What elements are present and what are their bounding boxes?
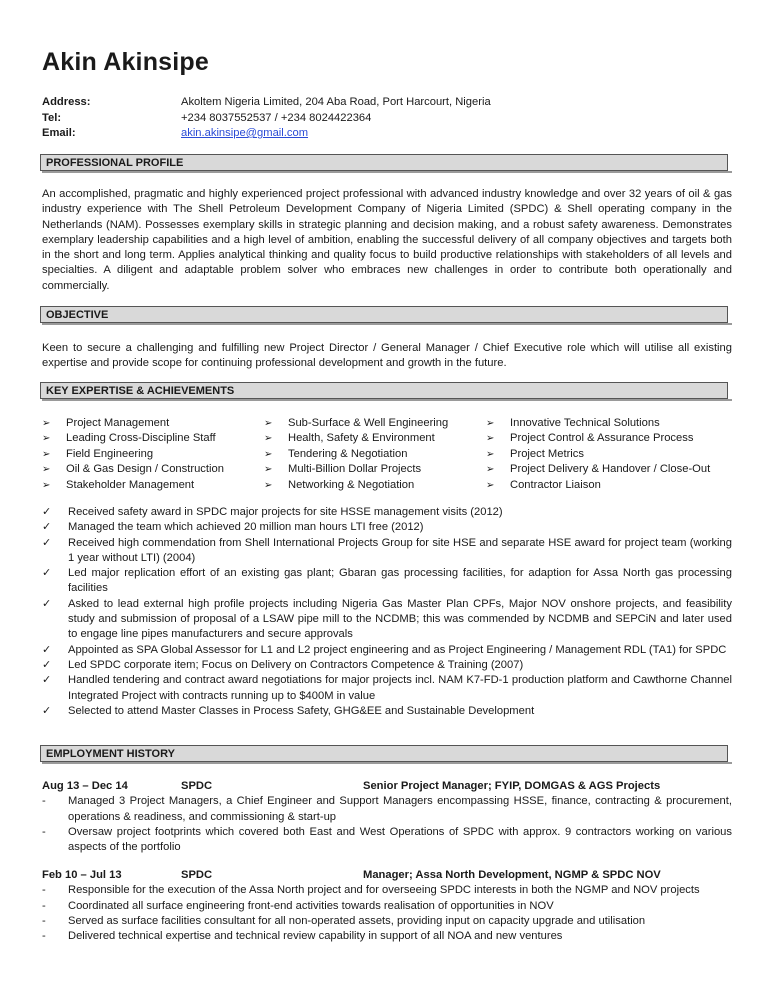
job-bullet	[42, 899, 732, 914]
skill-item	[42, 431, 264, 446]
address-label: Address:	[42, 96, 91, 108]
arrow-bullet-icon: ➢	[264, 464, 273, 476]
arrow-bullet-icon: ➢	[486, 433, 495, 445]
checkmark-icon: ✓	[42, 674, 52, 687]
job-header	[42, 779, 732, 794]
achievement-text: Asked to lead external high profile projects including Nigeria Gas Master Plan CPFs, Major NOV onshore projects, and feasibility study and submission of proposal of a LSAW pipe mill to the NCDMB; this was commended by NCDMB and SEPCiN and later used to engage line pipes manufacturers and secure approvals	[68, 597, 732, 641]
job-bullet	[42, 825, 732, 856]
checkmark-icon: ✓	[42, 567, 52, 580]
achievement-text: Led major replication effort of an existing gas plant; Gbaran gas processing facilities, for adaption for Assa North gas processing facilities	[68, 567, 732, 595]
address-value: Akoltem Nigeria Limited, 204 Aba Road, Port Harcourt, Nigeria	[181, 96, 491, 108]
expertise-heading: KEY EXPERTISE & ACHIEVEMENTS	[40, 382, 728, 399]
job-bullet-text: Served as surface facilities consultant for all non-operated assets, providing input on capacity upgrade and utilisation	[68, 914, 646, 927]
job-company: SPDC	[181, 780, 213, 792]
achievement-item	[42, 566, 732, 597]
achievement-text: Managed the team which achieved 20 million man hours LTI free (2012)	[68, 521, 424, 534]
checkmark-icon: ✓	[42, 597, 52, 610]
achievement-text: Received safety award in SPDC major projects for site HSSE management visits (2012)	[68, 506, 503, 518]
email-row	[42, 126, 732, 142]
skill-item	[264, 416, 486, 431]
achievement-item	[42, 704, 732, 719]
achievement-text: Received high commendation from Shell International Projects Group for site HSE and separate HSE award for project team (working 1 year without LTI) (2004)	[68, 536, 732, 564]
achievements-list	[42, 505, 732, 719]
achievement-item	[42, 536, 732, 567]
skill-label: Leading Cross-Discipline Staff	[66, 432, 216, 445]
skill-item	[264, 431, 486, 446]
skill-label: Project Metrics	[510, 447, 584, 460]
dash-bullet-icon: -	[42, 914, 46, 927]
skill-item	[42, 447, 264, 462]
skill-item	[486, 462, 732, 477]
skill-item	[264, 447, 486, 462]
job-bullet	[42, 794, 732, 825]
checkmark-icon: ✓	[42, 658, 52, 671]
job-role: Senior Project Manager; FYIP, DOMGAS & AGS Projects	[363, 780, 661, 792]
achievement-item	[42, 643, 732, 658]
arrow-bullet-icon: ➢	[42, 418, 51, 429]
arrow-bullet-icon: ➢	[42, 448, 51, 460]
tel-value: +234 8037552537 / +234 8024422364	[181, 111, 372, 124]
job-bullet	[42, 914, 732, 929]
skill-item	[486, 478, 732, 493]
skill-label: Innovative Technical Solutions	[510, 417, 660, 429]
skill-item	[486, 447, 732, 462]
skill-label: Health, Safety & Environment	[288, 432, 435, 445]
job-bullet-text: Oversaw project footprints which covered both East and West Operations of SPDC with approx. 9 contractors working on various aspects of the portfolio	[68, 825, 732, 854]
skill-label: Stakeholder Management	[66, 478, 195, 491]
tel-label: Tel:	[42, 111, 62, 124]
profile-heading: PROFESSIONAL PROFILE	[40, 154, 728, 171]
dash-bullet-icon: -	[42, 825, 46, 838]
arrow-bullet-icon: ➢	[264, 433, 273, 445]
skill-label: Project Delivery & Handover / Close-Out	[510, 463, 711, 476]
email-link[interactable]: akin.akinsipe@gmail.com	[181, 127, 309, 139]
skill-label: Sub-Surface & Well Engineering	[288, 417, 449, 429]
achievement-text: Selected to attend Master Classes in Process Safety, GHG&EE and Sustainable Development	[68, 704, 535, 717]
tel-row	[42, 111, 732, 127]
dash-bullet-icon: -	[42, 899, 46, 912]
contact-block	[42, 95, 732, 142]
arrow-bullet-icon: ➢	[486, 464, 495, 476]
skills-column-1	[42, 416, 264, 493]
objective-heading: OBJECTIVE	[40, 306, 728, 323]
job-role: Manager; Assa North Development, NGMP & SPDC NOV	[363, 869, 661, 881]
achievement-item	[42, 505, 732, 520]
skill-item	[42, 478, 264, 493]
achievement-text: Handled tendering and contract award negotiations for major projects incl. NAM K7-FD-1 production platform and Cawthorne Channel Integrated Project with contracts running up to $400M in value	[68, 674, 732, 702]
arrow-bullet-icon: ➢	[486, 448, 495, 460]
achievement-item	[42, 520, 732, 535]
skill-label: Project Management	[66, 417, 170, 429]
skill-label: Project Control & Assurance Process	[510, 432, 694, 445]
skill-label: Networking & Negotiation	[288, 478, 415, 491]
skill-item	[486, 431, 732, 446]
skill-item	[264, 478, 486, 493]
achievement-item	[42, 673, 732, 704]
arrow-bullet-icon: ➢	[264, 448, 273, 460]
job-entry	[42, 868, 732, 944]
job-bullet-text: Managed 3 Project Managers, a Chief Engineer and Support Managers encompassing HSSE, finance, contracting & procurement, operations & readiness, and commissioning & start-up	[68, 795, 732, 823]
skill-label: Multi-Billion Dollar Projects	[288, 463, 422, 476]
job-dates: Aug 13 – Dec 14	[42, 780, 128, 792]
arrow-bullet-icon: ➢	[42, 479, 51, 491]
section-shadow	[42, 323, 732, 325]
achievement-text: Led SPDC corporate item; Focus on Delivery on Contractors Competence & Training (2007)	[68, 658, 524, 671]
job-entry	[42, 779, 732, 855]
achievement-item	[42, 597, 732, 643]
objective-text: Keen to secure a challenging and fulfilling new Project Director / General Manager / Chief Executive role which will utilise all existing expertise and provide scope for continuing professional development and growth in the future.	[42, 342, 732, 370]
checkmark-icon: ✓	[42, 643, 52, 656]
skill-label: Contractor Liaison	[510, 478, 601, 491]
skill-item	[486, 416, 732, 431]
skill-item	[42, 462, 264, 477]
arrow-bullet-icon: ➢	[486, 418, 495, 429]
skill-label: Tendering & Negotiation	[288, 447, 408, 460]
job-bullet	[42, 929, 732, 944]
arrow-bullet-icon: ➢	[264, 418, 273, 429]
arrow-bullet-icon: ➢	[486, 479, 495, 491]
arrow-bullet-icon: ➢	[42, 464, 51, 476]
job-bullet-text: Delivered technical expertise and technical review capability in support of all NOA and new ventures	[68, 930, 563, 943]
skill-item	[264, 462, 486, 477]
job-header	[42, 868, 732, 883]
job-bullet-text: Responsible for the execution of the Assa North project and for overseeing SPDC interests in both the NGMP and NOV projects	[68, 884, 700, 897]
skills-column-3	[486, 416, 732, 493]
address-row	[42, 95, 732, 111]
checkmark-icon: ✓	[42, 704, 52, 717]
checkmark-icon: ✓	[42, 506, 52, 518]
job-dates: Feb 10 – Jul 13	[42, 869, 122, 881]
skill-label: Oil & Gas Design / Construction	[66, 463, 224, 476]
job-bullet	[42, 883, 732, 898]
arrow-bullet-icon: ➢	[42, 433, 51, 445]
skill-item	[42, 416, 264, 431]
dash-bullet-icon: -	[42, 795, 46, 808]
arrow-bullet-icon: ➢	[264, 479, 273, 491]
dash-bullet-icon: -	[42, 930, 46, 943]
skills-column-2	[264, 416, 486, 493]
achievement-text: Appointed as SPA Global Assessor for L1 and L2 project engineering and as Project Engineering / Management RDL (TA1) for SPDC	[68, 643, 727, 656]
employment-heading: EMPLOYMENT HISTORY	[40, 745, 728, 762]
skill-label: Field Engineering	[66, 447, 154, 460]
job-company: SPDC	[181, 869, 213, 881]
achievement-item	[42, 658, 732, 673]
checkmark-icon: ✓	[42, 536, 52, 549]
candidate-name: Akin Akinsipe	[42, 48, 209, 76]
job-bullet-text: Coordinated all surface engineering front-end activities towards realisation of opportunities in NOV	[68, 899, 554, 912]
dash-bullet-icon: -	[42, 884, 46, 897]
email-label: Email:	[42, 127, 76, 139]
profile-text: An accomplished, pragmatic and highly experienced project professional with advanced industry knowledge and over 32 years of oil & gas industry experience with The Shell Petroleum Development Company of Nigeria Limited (SPDC) & Shell operating company in the Netherlands (NAM). Possesses exemplary skills in strategic planning and decision making, and a robust safety awareness. Demonstrates exemplary leadership capabilities and a high level of ambition, enabling the successful delivery of all company objectives and targets both in the short and long term. Applies analytical thinking and quality focus to build productive relationships with stakeholders of all levels and specialties. A diligent and adaptable problem solver who embraces new challenges in order to contribute both operationally and commercially.	[42, 188, 732, 292]
skills-grid	[42, 416, 732, 493]
checkmark-icon: ✓	[42, 521, 52, 534]
